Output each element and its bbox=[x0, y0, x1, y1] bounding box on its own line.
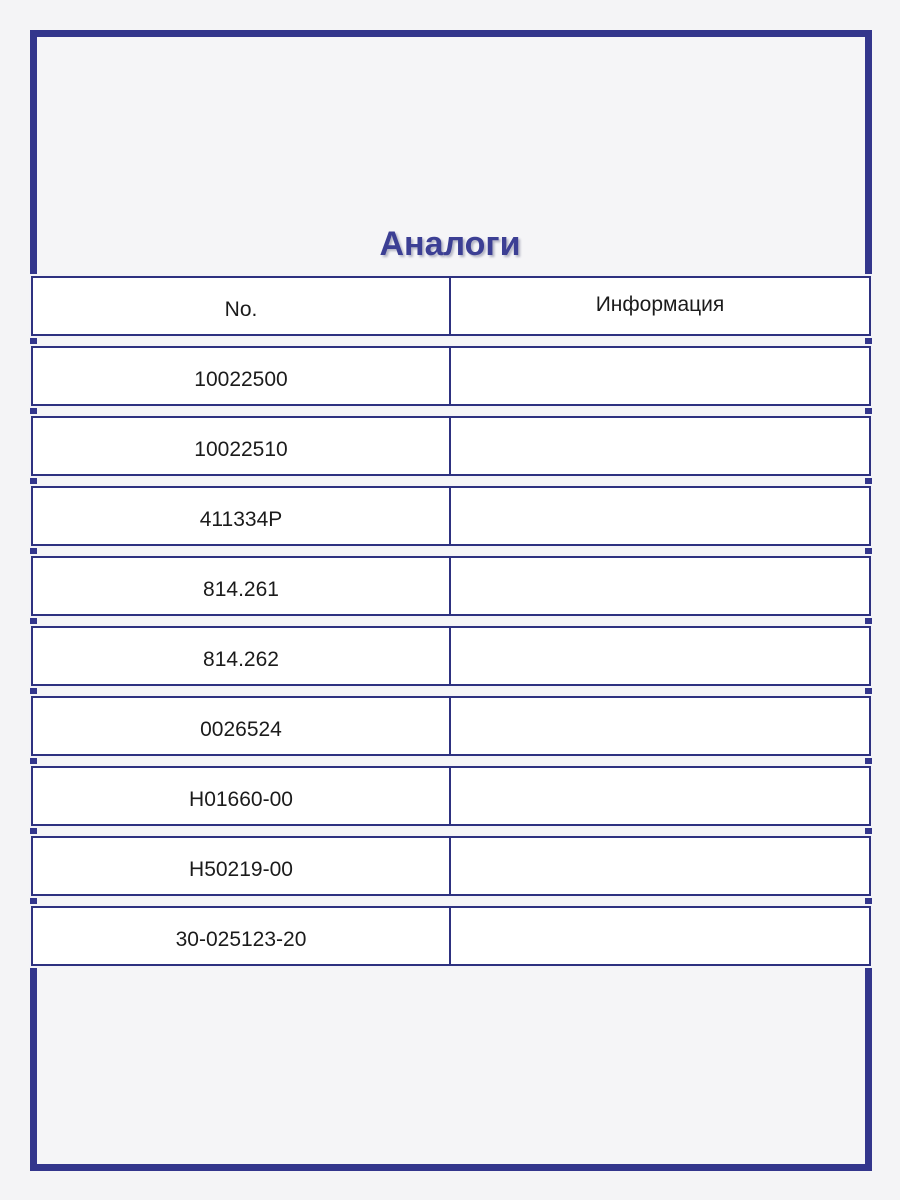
table-row bbox=[31, 416, 871, 476]
part-number: 814.262 bbox=[33, 628, 451, 684]
info-cell bbox=[451, 838, 869, 894]
info-cell bbox=[451, 418, 869, 474]
part-number: 10022500 bbox=[33, 348, 451, 404]
table-row bbox=[31, 346, 871, 406]
part-number: 30-025123-20 bbox=[33, 908, 451, 964]
part-number: 411334P bbox=[33, 488, 451, 544]
table-header bbox=[31, 276, 871, 336]
table-row bbox=[31, 556, 871, 616]
table-row bbox=[31, 486, 871, 546]
table-row bbox=[31, 836, 871, 896]
part-number: H01660-00 bbox=[33, 768, 451, 824]
info-cell bbox=[451, 698, 869, 754]
table-row bbox=[31, 626, 871, 686]
column-header-no: No. bbox=[33, 278, 451, 334]
table-row bbox=[31, 696, 871, 756]
info-cell bbox=[451, 558, 869, 614]
page-title: Аналоги bbox=[379, 225, 521, 263]
part-number: H50219-00 bbox=[33, 838, 451, 894]
info-cell bbox=[451, 908, 869, 964]
info-cell bbox=[451, 488, 869, 544]
table-row bbox=[31, 766, 871, 826]
column-header-info: Информация bbox=[595, 293, 725, 316]
part-number: 814.261 bbox=[33, 558, 451, 614]
info-cell bbox=[451, 348, 869, 404]
part-number: 10022510 bbox=[33, 418, 451, 474]
info-cell bbox=[451, 768, 869, 824]
table-row bbox=[31, 906, 871, 966]
part-number: 0026524 bbox=[33, 698, 451, 754]
info-cell bbox=[451, 628, 869, 684]
